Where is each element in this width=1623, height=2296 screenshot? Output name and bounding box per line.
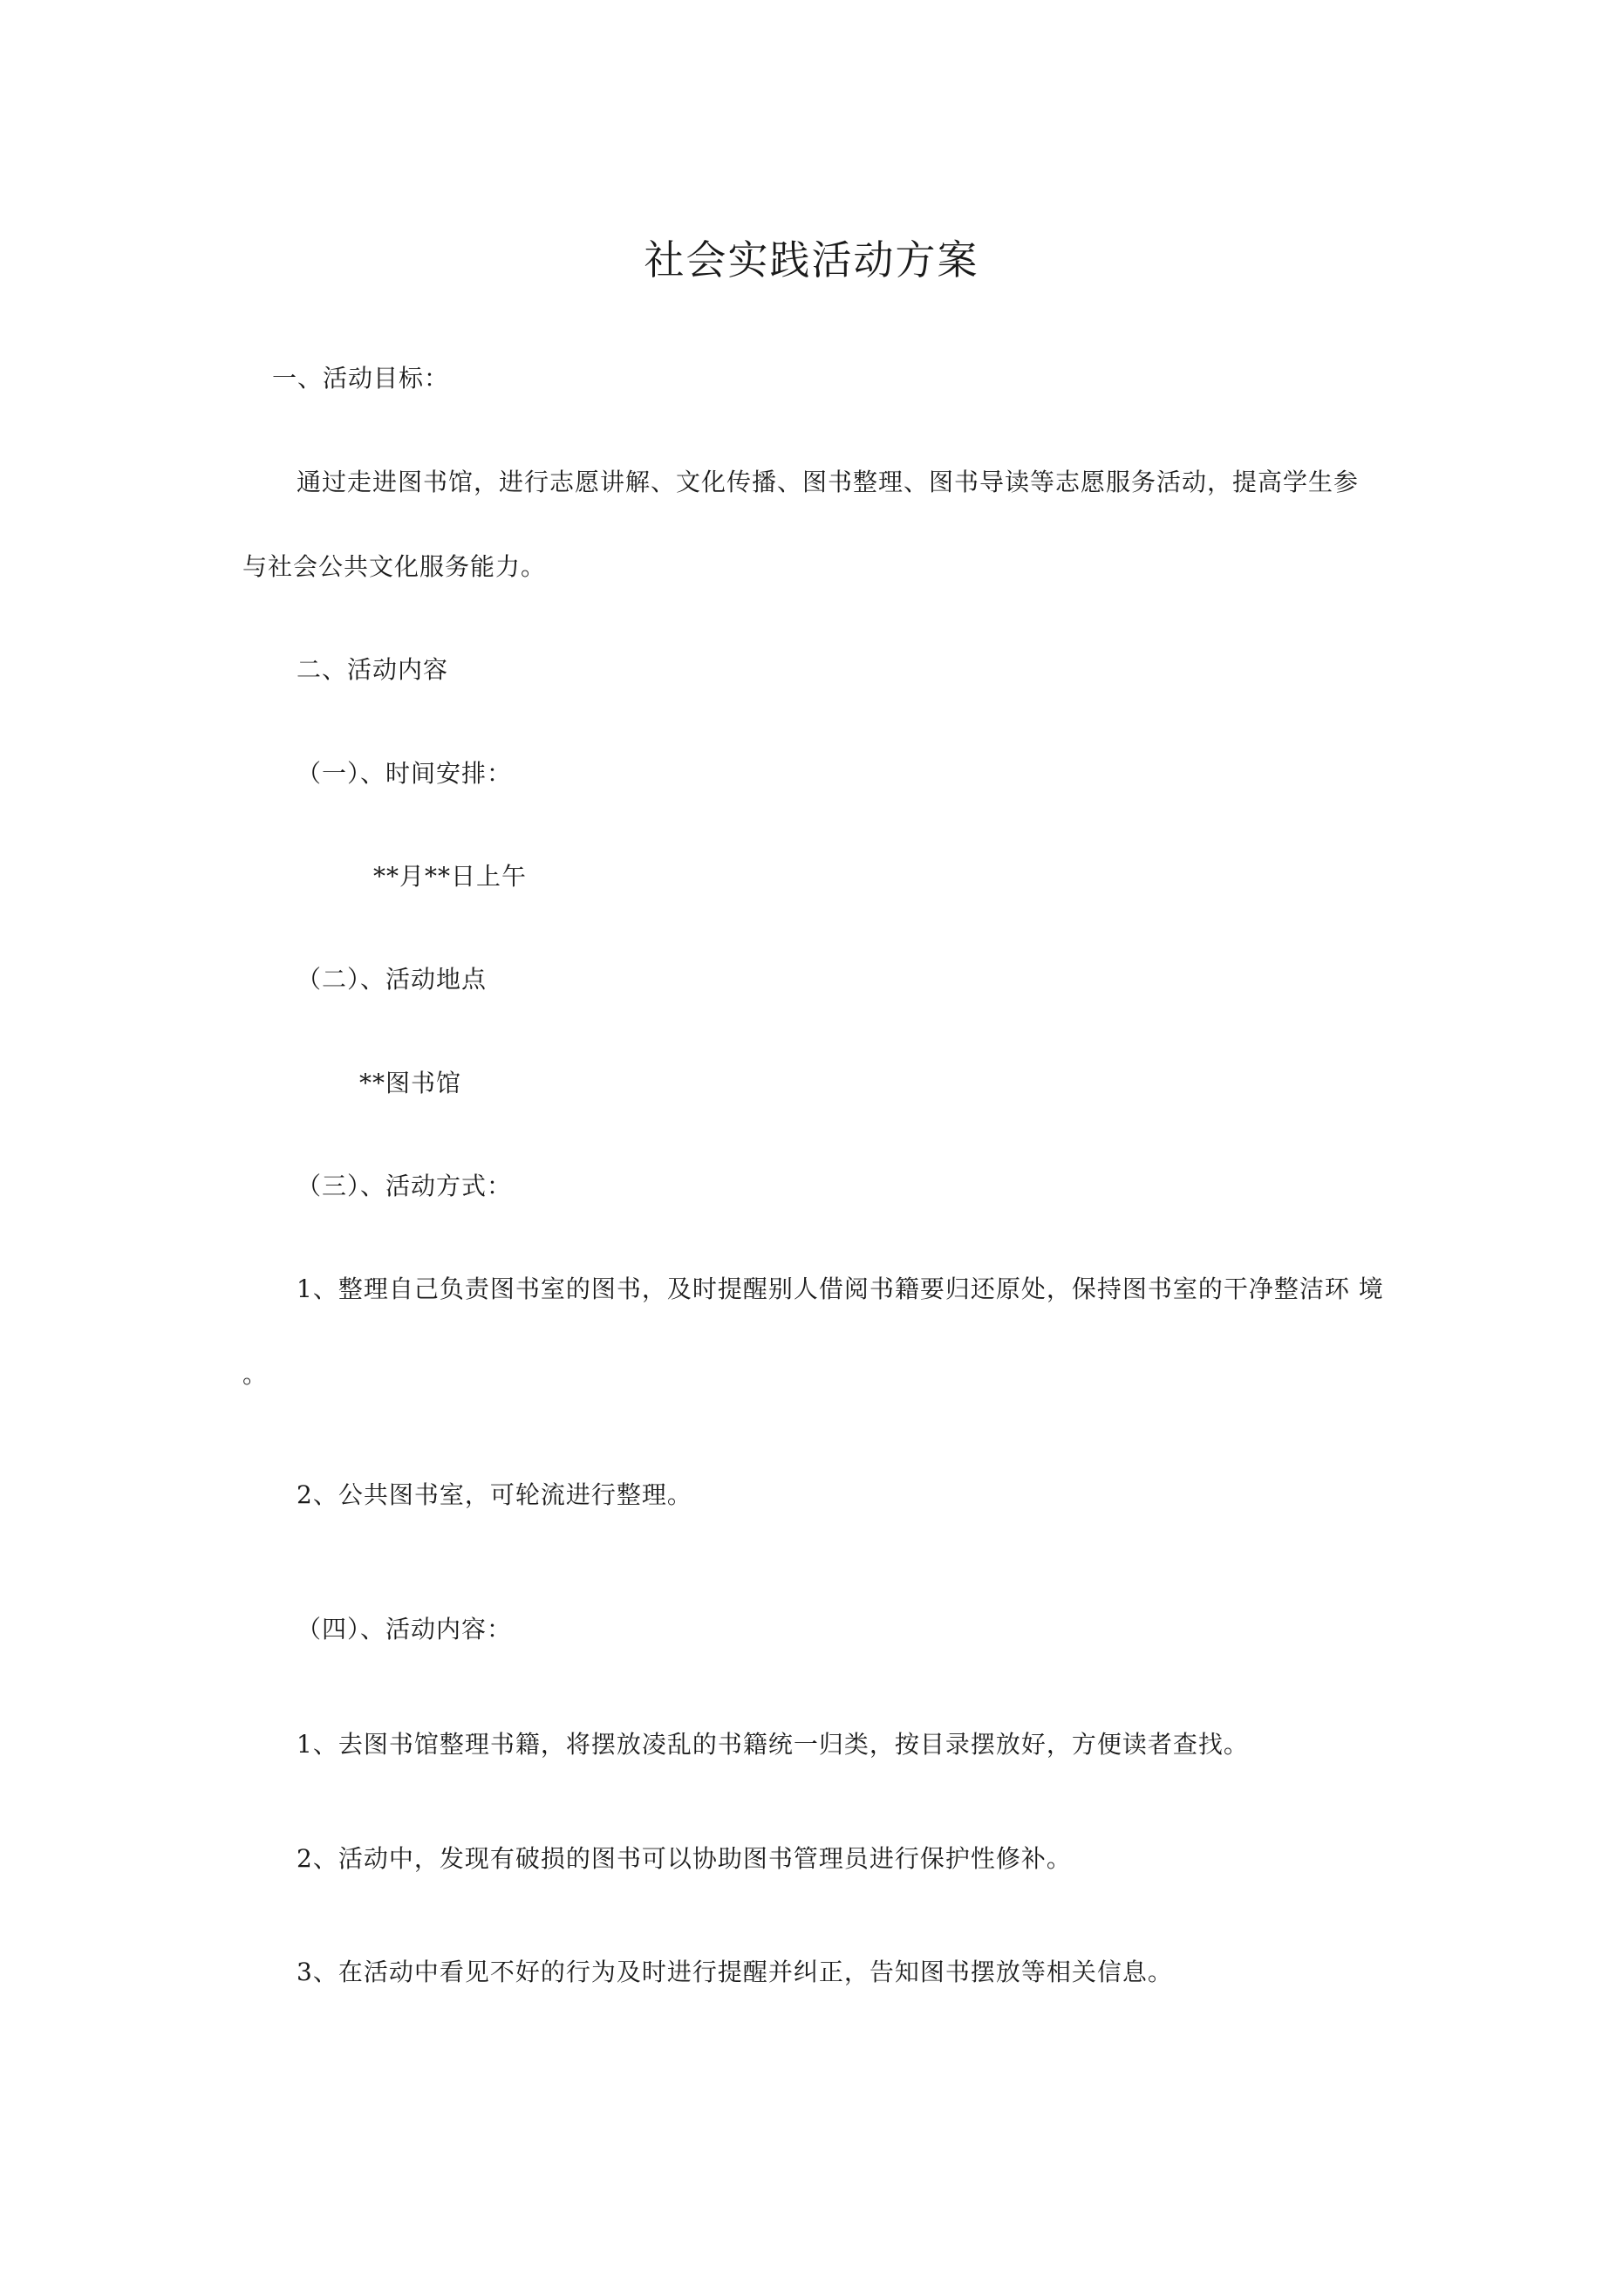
detail-item-2: 2、活动中，发现有破损的图书可以协助图书管理员进行保护性修补。 xyxy=(297,1844,1072,1873)
document-title: 社会实践活动方案 xyxy=(644,236,979,284)
place-heading: （二）、活动地点 xyxy=(297,965,488,994)
detail-item-1: 1、去图书馆整理书籍，将摆放凌乱的书籍统一归类，按目录摆放好，方便读者查找。 xyxy=(297,1730,1249,1759)
content-heading: 二、活动内容 xyxy=(297,655,449,684)
method-item-1-line-2: 。 xyxy=(242,1360,269,1389)
method-heading: （三）、活动方式： xyxy=(297,1172,513,1200)
goal-paragraph-line-2: 与社会公共文化服务能力。 xyxy=(242,552,547,581)
time-heading: （一）、时间安排： xyxy=(297,759,513,788)
detail-heading: （四）、活动内容： xyxy=(297,1615,513,1643)
method-item-2: 2、公共图书室，可轮流进行整理。 xyxy=(297,1480,692,1509)
goal-paragraph-line-1: 通过走进图书馆，进行志愿讲解、文化传播、图书整理、图书导读等志愿服务活动，提高学生参 xyxy=(297,468,1360,496)
place-value: **图书馆 xyxy=(359,1069,462,1097)
goal-heading: 一、活动目标： xyxy=(272,364,450,393)
time-value: **月**日上午 xyxy=(373,862,528,891)
method-item-1-line-1: 1、整理自己负责图书室的图书，及时提醒别人借阅书籍要归还原处，保持图书室的干净整洁环 境 xyxy=(297,1274,1384,1303)
detail-item-3: 3、在活动中看见不好的行为及时进行提醒并纠正，告知图书摆放等相关信息。 xyxy=(297,1958,1173,1986)
